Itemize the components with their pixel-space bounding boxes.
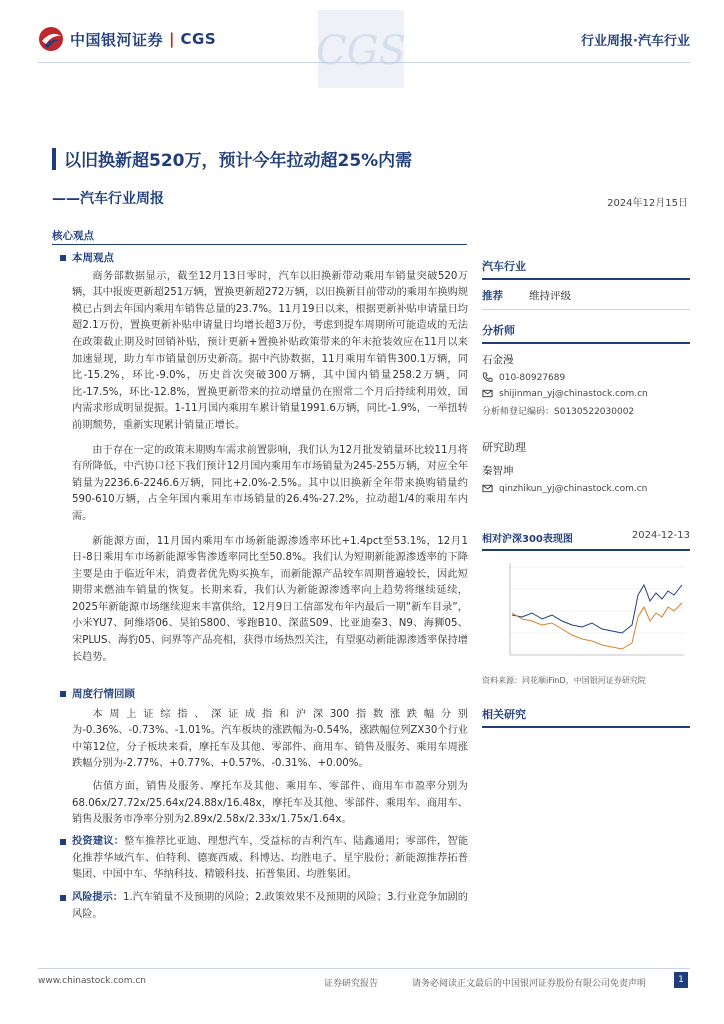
perf-chart-grid: [510, 567, 684, 655]
bullet-icon: [60, 691, 66, 697]
brand-logo: [38, 26, 216, 52]
weekly-view-section: [60, 250, 468, 666]
analyst-email[interactable]: shijinman_yj@chinastock.com.cn: [499, 388, 648, 399]
weekly-view-para-3: 新能源方面，11月国内乘用车市场新能源渗透率环比+1.4pct至53.1%，12月1日-8日乘用车市场新能源零售渗透率同比至50.8%。我们认为短期新能源渗透率的下降主要是由于临近年末，消费者优先购买换车，而新能源产品较车周期普遍较长，因此短期带来燃油车销量的恢复。长期来看，我们认为新能源渗透率向上趋势将继续延续，2025年新能源市场继续迎来丰富供给，12月9日工信部发布年内最后一期“新车目录”，小米YU7、阿维塔06、昊铂S800、零跑B10、深蓝S09、比亚迪秦3、N9、海狮05、宋PLUS、海豹05、问界等产品亮相，获得市场热烈关注，有望驱动新能源渗透率保持增长趋势。: [72, 535, 468, 663]
email-icon: [482, 483, 493, 494]
sidebar-industry: 汽车行业: [482, 260, 526, 273]
perf-chart: [482, 555, 690, 673]
analyst-heading: 分析师: [482, 324, 515, 337]
rating-value: 维持评级: [529, 290, 571, 302]
advice-label: 投资建议：: [72, 836, 125, 847]
perf-chart-header: [482, 530, 690, 545]
risk-text-wrap: [72, 890, 468, 923]
cgs-watermark-icon: [316, 8, 406, 90]
footer-site[interactable]: www.chinastock.com.cn: [38, 976, 146, 986]
sidebar-divider: [482, 549, 690, 551]
report-subtitle: ——汽车行业周报: [52, 191, 164, 207]
advice-section: [60, 834, 468, 884]
sidebar-divider: [482, 726, 690, 728]
core-divider: [52, 244, 467, 245]
related-heading: 相关研究: [482, 708, 526, 721]
advice-text-wrap: [72, 834, 468, 884]
report-title: 以旧换新超520万，预计今年拉动超25%内需: [64, 151, 413, 171]
bullet-icon: [60, 255, 66, 261]
risk-label: 风险提示：: [72, 892, 123, 903]
phone-icon: [482, 372, 493, 383]
analyst-cert-row: [482, 404, 690, 417]
assistant-email[interactable]: qinzhikun_yj@chinastock.com.cn: [499, 483, 648, 494]
risk-section: [60, 890, 468, 923]
perf-chart-date: 2024-12-13: [631, 530, 690, 541]
footer-disclaimer: 请务必阅读正文最后的中国银河证券股份有限公司免责声明: [412, 979, 647, 989]
page-number: 1: [674, 972, 688, 988]
bullet-icon: [60, 895, 66, 901]
advice-text: 整车推荐比亚迪、理想汽车，受益标的吉利汽车、陆鑫通用；零部件，智能化推荐华域汽车、伯特利、德赛西威、科博达、均胜电子、星宇股份；新能源推荐拓普集团、中国中车、华纳科技、精锻科技、拓普集团、均胜集团。: [72, 836, 469, 881]
footer-divider: [38, 968, 690, 969]
weekly-review-para-1: 本周上证综指、深证成指和沪深300指数涨跌幅分别为-0.36%、-0.73%、-1.01%。汽车板块的涨跌幅为-0.54%，涨跌幅位列ZX30个行业中第12位，分子板块来看，摩托车及其他、零部件、商用车、销售及服务、乘用车周涨跌幅分别为-2.77%、+0.77%、+0.57%、-0.31%、+0.00%。: [72, 708, 468, 770]
report-type: 行业周报·汽车行业: [581, 34, 690, 49]
assistant-heading: 研究助理: [482, 441, 526, 454]
galaxy-logo-icon: [38, 26, 64, 52]
title-accent-bar: [52, 148, 56, 170]
rating-row: [482, 280, 690, 309]
brand-name: 中国银河证券: [70, 30, 164, 49]
sidebar-divider: [482, 342, 690, 344]
analyst-cert: 分析师登记编码：S0130522030002: [482, 407, 635, 417]
brand-name-en: CGS: [180, 30, 217, 48]
risk-text: 1.汽车销量不及预期的风险；2.政策效果不及预期的风险；3.行业竞争加剧的风险。: [72, 892, 468, 920]
weekly-review-section: [60, 686, 468, 829]
rating-key: 推荐: [482, 290, 503, 302]
email-icon: [482, 388, 493, 399]
weekly-view-title: 本周观点: [72, 252, 114, 264]
perf-chart-source: 资料来源：同花顺iFinD，中国银河证券研究院: [482, 676, 646, 685]
svg-text:CGS: CGS: [316, 28, 406, 74]
analyst-phone: 010-80927689: [499, 372, 566, 383]
analyst-email-row: [482, 388, 690, 399]
footer-type: 证券研究报告: [324, 979, 379, 989]
weekly-view-para-2: 由于存在一定的政策末期购车需求前置影响，我们认为12月批发销量环比较11月将有所降低，中汽协口径下我们预计12月国内乘用车市场销量为245-255万辆，对应全年销量为2236.6-2246.6万辆，同比+2.0%-2.5%。其中以旧换新全年带来换购销量约590-610万辆，占全年国内乘用车市场销量的26.4%-27.2%，拉动超1/4的乘用车内需。: [72, 444, 468, 522]
core-heading: 核心观点: [52, 230, 94, 242]
sidebar: [482, 258, 690, 728]
weekly-review-title: 周度行情回顾: [72, 688, 135, 700]
perf-chart-title: 相对沪深300表现图: [482, 534, 573, 545]
assistant-name: 秦智坤: [482, 465, 514, 477]
weekly-review-para-2: 估值方面，销售及服务、摩托车及其他、乘用车、零部件、商用车市盈率分别为68.06x/27.72x/25.64x/24.88x/16.48x，摩托车及其他、零部件、乘用车、商用车、销售及服务市净率分别为2.89x/2.58x/2.33x/1.75x/1.64x。: [72, 780, 468, 826]
weekly-view-para-1: 商务部数据显示，截至12月13日零时，汽车以旧换新带动乘用车销量突破520万辆，其中报废更新超251万辆，置换更新超272万辆，以旧换新目前带动的乘用车换购规模已占到去年国内乘用车销售总量的23.7%。11月19日以来，根据更新补贴申请量日均超2.1万份，置换更新补贴申请量日均增长超3万份，考虑到提车周期所可能造成的无法在政策截止期及时回销补贴，预计更新+置换补贴政策带来的年末抢装效应在11月以来加速显现，助力车市销量创历史新高。据中汽协数据，11月乘用车销售300.1万辆，同比-15.2%，环比-9.0%，历史首次突破300万辆，其中国内销量258.2万辆，同比-17.5%，环比-12.8%，置换更新带来的拉动增量仍在照常二个月后持续利用效，国内需求形成明显提振。1-11月国内乘用车累计销量1991.6万辆，同比-1.9%，一举扭转前期颓势，重新实现累计销量正增长。: [72, 270, 468, 431]
weekly-view-heading: [60, 250, 468, 267]
analyst-phone-row: [482, 372, 690, 383]
header-divider: [38, 62, 690, 63]
sidebar-divider: [482, 309, 690, 310]
assistant-email-row: [482, 483, 690, 494]
perf-line-hs300: [512, 585, 682, 633]
perf-chart-x-ticks: [510, 663, 517, 668]
bullet-icon: [60, 839, 66, 845]
report-date: 2024年12月15日: [607, 198, 688, 209]
brand-separator: |: [169, 30, 175, 48]
analyst-name: 石金漫: [482, 354, 514, 366]
weekly-review-heading: [60, 686, 468, 703]
